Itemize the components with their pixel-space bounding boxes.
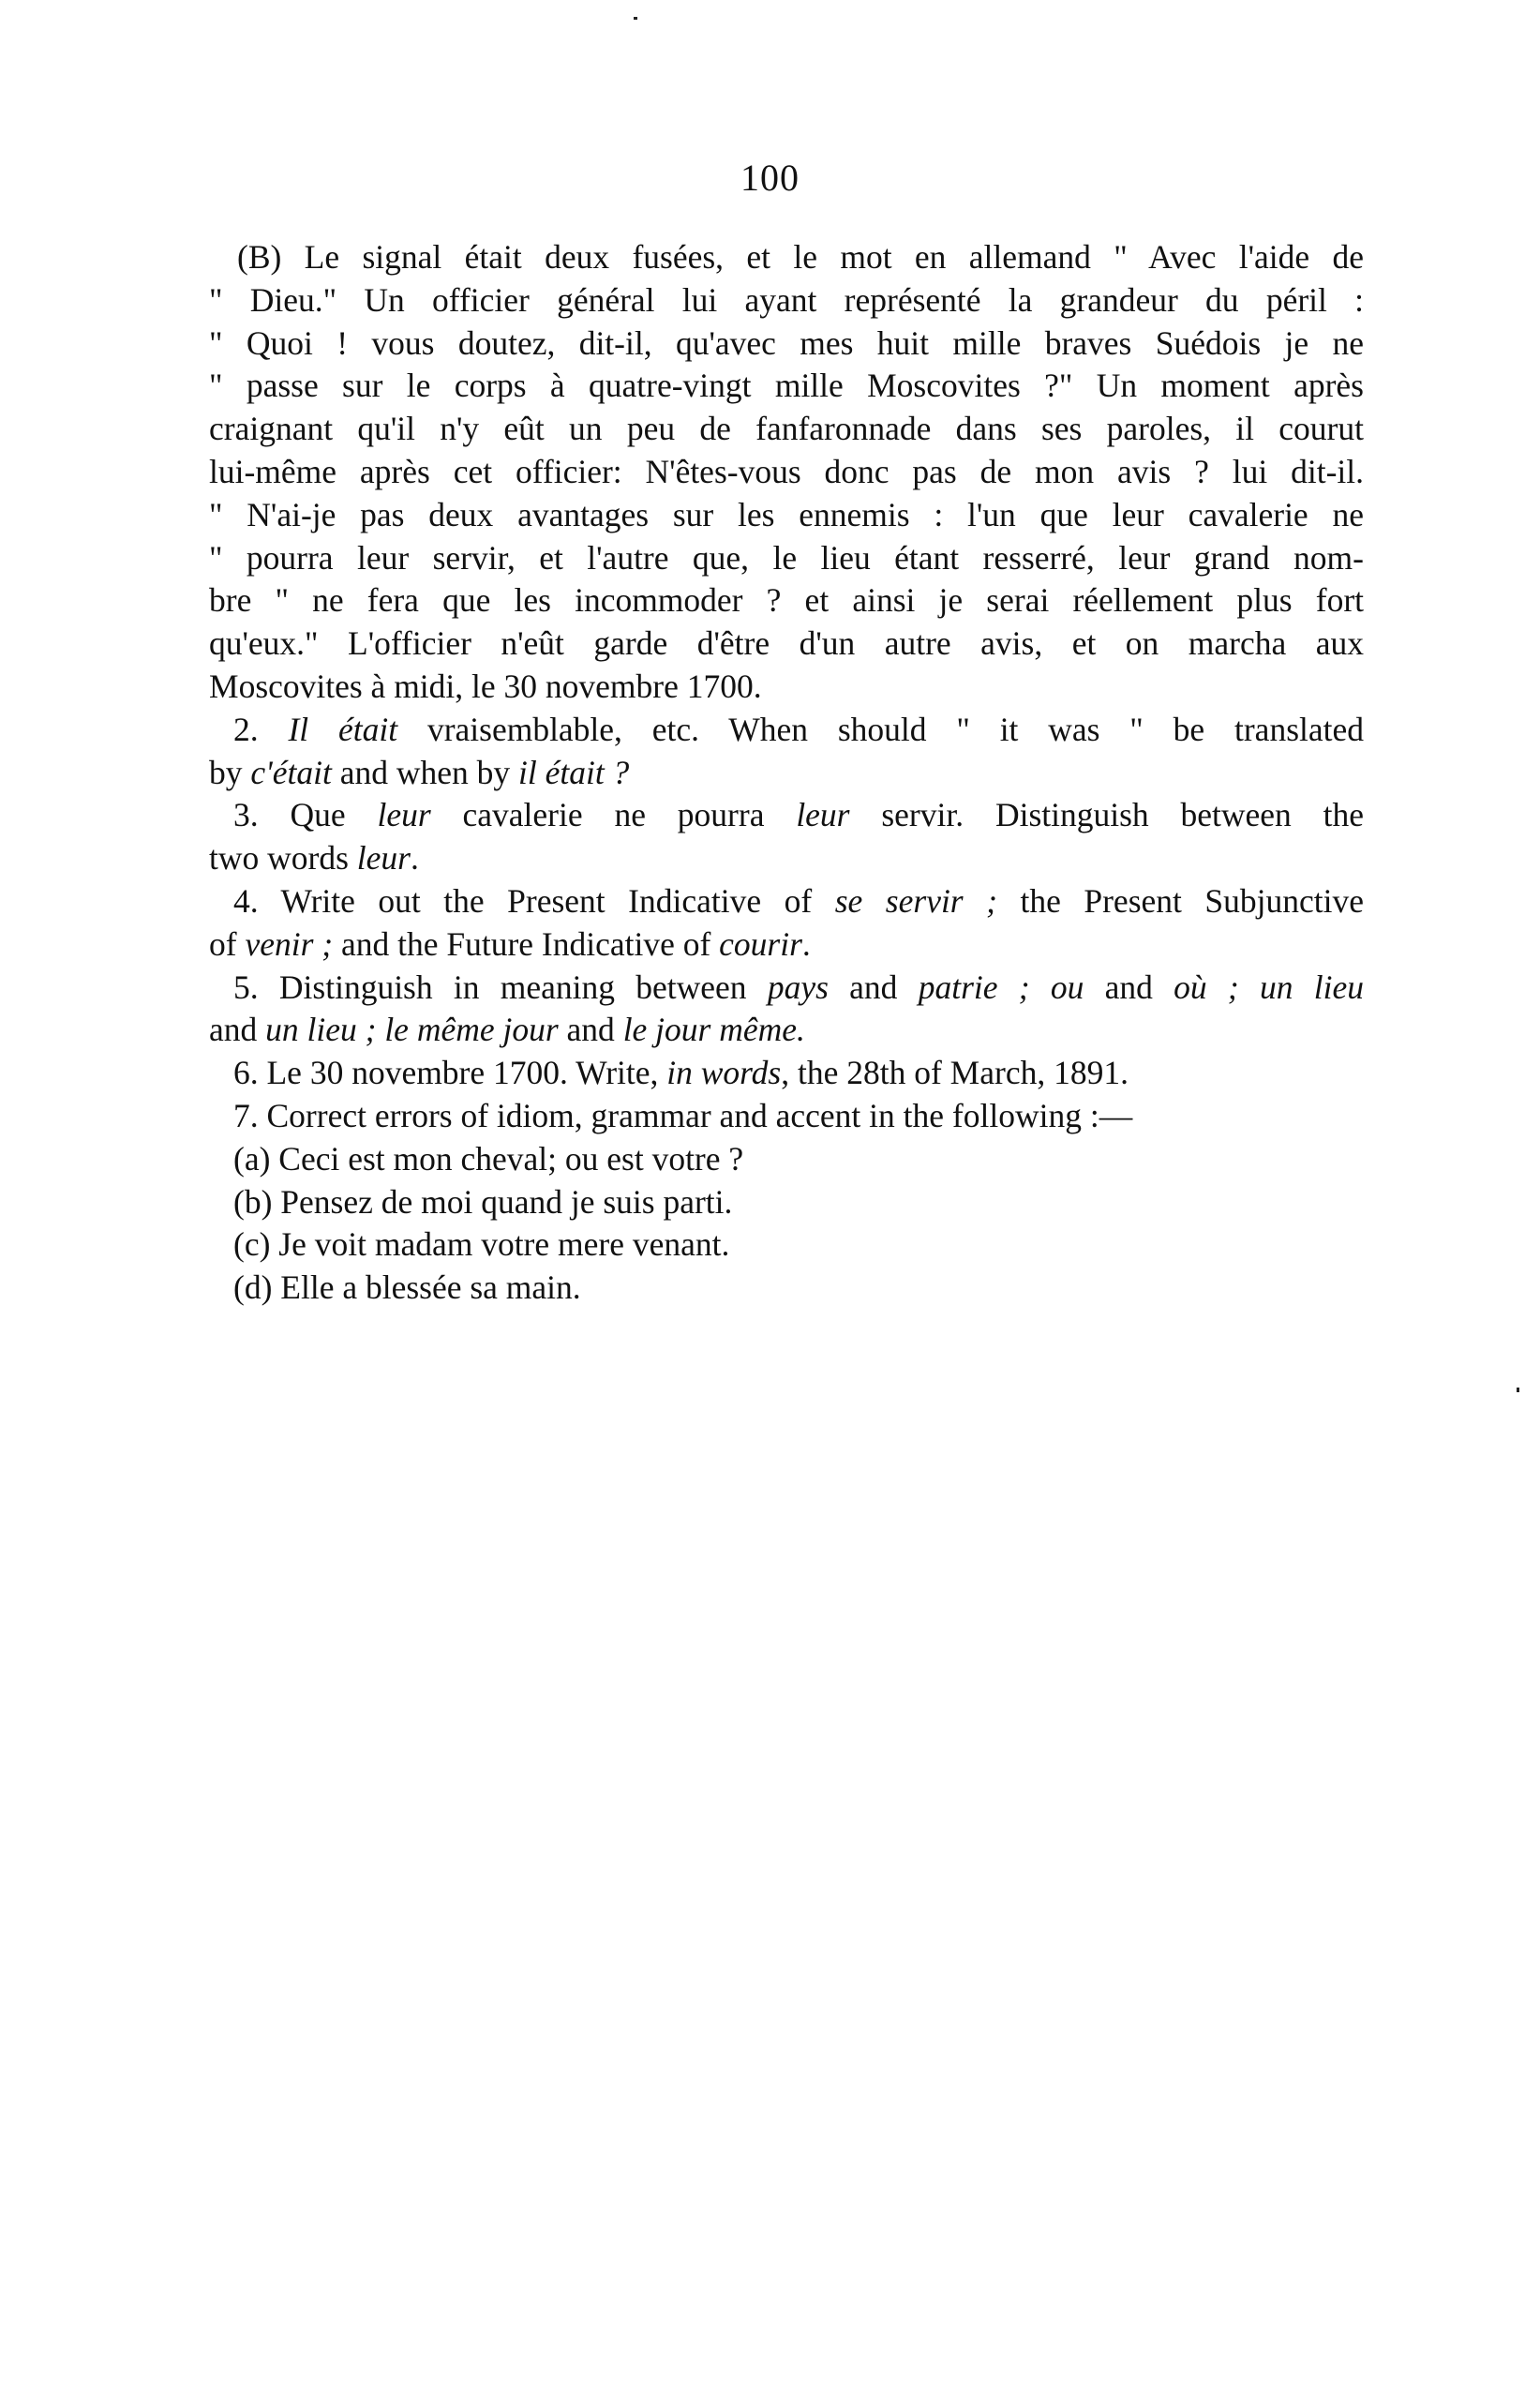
question-text: patrie ; ou bbox=[918, 968, 1084, 1006]
question-text: and when by bbox=[331, 753, 518, 791]
question-text: . bbox=[801, 924, 811, 963]
question-text: pays bbox=[767, 968, 829, 1006]
question-text: Distinguish in meaning between bbox=[278, 968, 768, 1006]
passage-line: qu'eux." L'officier n'eût garde d'être d'un autre avis, et on marcha aux bbox=[209, 624, 1364, 663]
question-line bbox=[209, 880, 1364, 923]
question-text: and bbox=[1084, 968, 1174, 1006]
question-text: Le 30 novembre 1700. Write, bbox=[266, 1054, 667, 1092]
passage-line: " N'ai-je pas deux avantages sur les ennemis : l'un que leur cavalerie ne bbox=[209, 495, 1364, 533]
question-text: courir bbox=[719, 924, 802, 963]
question-line bbox=[209, 752, 1364, 795]
text-block bbox=[209, 236, 1364, 1310]
sub-item-text: Pensez de moi quand je suis parti. bbox=[272, 1182, 733, 1221]
passage-line: Moscovites à midi, le 30 novembre 1700. bbox=[209, 667, 762, 705]
question-text: of bbox=[209, 924, 246, 963]
sub-item-label: (d) bbox=[233, 1268, 273, 1307]
question-text: by bbox=[209, 753, 251, 791]
passage-line: (B) Le signal était deux fusées, et le mot en allemand " Avec l'aide de bbox=[237, 238, 1364, 276]
question-line bbox=[209, 1052, 1364, 1095]
question-line bbox=[209, 709, 1364, 752]
sub-items-list bbox=[209, 1138, 1364, 1310]
question-text: venir ; bbox=[245, 924, 334, 963]
question-text: servir. Distinguish between the bbox=[849, 796, 1364, 834]
question-text: vraisemblable, etc. When should " it was " be translated bbox=[397, 710, 1364, 748]
question-text: in words bbox=[666, 1054, 782, 1092]
sub-item-text: Elle a blessée sa main. bbox=[272, 1268, 581, 1307]
question-line bbox=[209, 837, 1364, 880]
question-text: c'était bbox=[250, 753, 332, 791]
sub-item-text: Ceci est mon cheval; ou est votre ? bbox=[270, 1139, 744, 1178]
question-number: 4. bbox=[233, 881, 281, 920]
passage-line: " pourra leur servir, et l'autre que, le lieu étant resserré, leur grand nom- bbox=[209, 538, 1364, 577]
question-number: 3. bbox=[233, 796, 291, 834]
question-text: où ; un lieu bbox=[1174, 968, 1365, 1006]
scan-speck-top bbox=[634, 17, 637, 20]
scan-speck-right bbox=[1517, 1388, 1519, 1392]
question-text: le jour même. bbox=[622, 1011, 805, 1049]
passage-line: " passe sur le corps à quatre-vingt mille Moscovites ?" Un moment après bbox=[209, 367, 1364, 405]
question-text: , the 28th of March, 1891. bbox=[781, 1054, 1129, 1092]
question-line bbox=[209, 794, 1364, 837]
page-number: 100 bbox=[740, 157, 800, 199]
passage-line: " Dieu." Un officier général lui ayant représenté la grandeur du péril : bbox=[209, 280, 1364, 319]
question-text: . bbox=[410, 839, 419, 878]
question-text: se servir ; bbox=[834, 881, 997, 920]
passage-line: craignant qu'il n'y eût un peu de fanfaronnade dans ses paroles, il courut bbox=[209, 410, 1364, 448]
sub-item-text: Je voit madam votre mere venant. bbox=[270, 1225, 730, 1264]
question-text: and bbox=[828, 968, 919, 1006]
question-text: Il était bbox=[288, 710, 398, 748]
sub-item-label: (a) bbox=[233, 1139, 271, 1178]
question-text: leur bbox=[356, 839, 411, 878]
question-text: il était ? bbox=[517, 753, 630, 791]
passage-line: lui-même après cet officier: N'êtes-vous donc pas de mon avis ? lui dit-il. bbox=[209, 452, 1364, 490]
question-text: Write out the Present Indicative of bbox=[280, 881, 835, 920]
question-text: leur bbox=[796, 796, 850, 834]
question-text: jour bbox=[494, 1011, 559, 1049]
question-number: 6. bbox=[233, 1054, 267, 1092]
question-text: and bbox=[209, 1011, 266, 1049]
passage-line: " Quoi ! vous doutez, dit-il, qu'avec mes huit mille braves Suédois je ne bbox=[209, 323, 1364, 362]
question-number: 2. bbox=[233, 710, 289, 748]
question-text: un lieu ; le même bbox=[265, 1011, 495, 1049]
sub-item bbox=[209, 1181, 1364, 1224]
sub-item-label: (c) bbox=[233, 1225, 271, 1264]
questions-list bbox=[209, 709, 1364, 1138]
question-line bbox=[209, 1095, 1364, 1138]
question-line bbox=[209, 1009, 1364, 1052]
question-text: and the Future Indicative of bbox=[333, 924, 720, 963]
question-number: 7. bbox=[233, 1096, 267, 1134]
question-text: two words bbox=[209, 839, 357, 878]
question-text: cavalerie ne pourra bbox=[430, 796, 797, 834]
question-text: leur bbox=[377, 796, 431, 834]
question-text: Correct errors of idiom, grammar and accent in the following :— bbox=[266, 1096, 1133, 1134]
sub-item bbox=[209, 1267, 1364, 1310]
passage-line: bre " ne fera que les incommoder ? et ainsi je serai réellement plus fort bbox=[209, 581, 1364, 620]
question-line bbox=[209, 923, 1364, 967]
question-line bbox=[209, 967, 1364, 1010]
sub-item bbox=[209, 1223, 1364, 1267]
french-passage bbox=[209, 236, 1364, 709]
sub-item bbox=[209, 1138, 1364, 1181]
question-text: Que bbox=[290, 796, 378, 834]
sub-item-label: (b) bbox=[233, 1182, 273, 1221]
question-text: the Present Subjunctive bbox=[996, 881, 1364, 920]
question-text: and bbox=[558, 1011, 623, 1049]
question-number: 5. bbox=[233, 968, 279, 1006]
